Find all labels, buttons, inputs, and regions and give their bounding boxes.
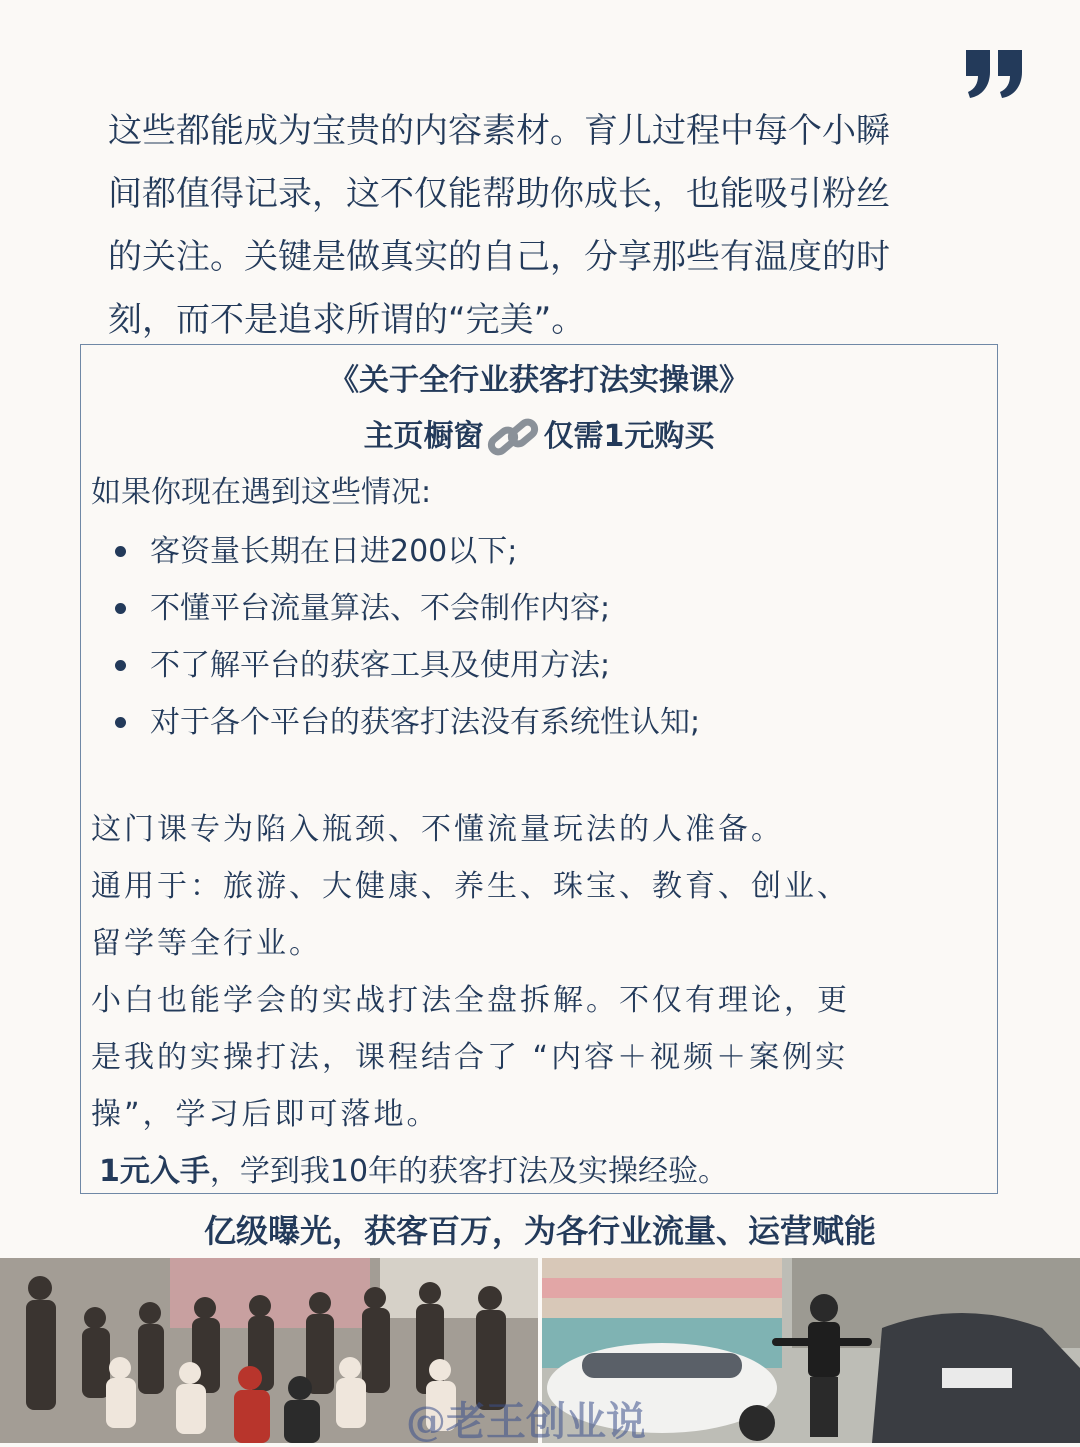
bullet-icon [115,717,126,728]
intro-paragraph [108,100,988,352]
quote-mark-icon [962,48,1026,100]
price-highlight: 1元入手 [99,1154,210,1189]
course-description [91,972,991,1143]
course-subtitle [81,411,997,464]
price-line [99,1143,728,1200]
list-item-text: 不了解平台的获客工具及使用方法; [150,647,611,683]
list-item [115,694,700,751]
watermark: @老王创业说 [406,1398,646,1445]
list-item-text: 客资量长期在日进200以下; [150,533,518,569]
text-line: 小白也能学会的实战打法全盘拆解。不仅有理论，更 [91,983,850,1018]
intro-line: 间都值得记录，这不仅能帮助你成长，也能吸引粉丝 [108,174,890,214]
subtitle-right: 仅需1元购买 [543,419,715,454]
intro-line: 的关注。关键是做真实的自己，分享那些有温度的时 [108,237,890,277]
link-icon [486,412,542,464]
list-item-text: 不懂平台流量算法、不会制作内容; [150,590,611,626]
bullet-icon [115,603,126,614]
lead-text: 如果你现在遇到这些情况: [91,475,432,510]
text-line: 是我的实操打法，课程结合了 “内容＋视频＋案例实 [91,1040,849,1075]
course-box [80,344,998,1194]
list-item [115,523,700,580]
course-purpose: 这门课专为陷入瓶颈、不懂流量玩法的人准备。 [91,812,784,847]
list-item-text: 对于各个平台的获客打法没有系统性认知; [150,704,701,740]
intro-line: 刻，而不是追求所谓的“完美”。 [108,300,586,340]
text-line: 操”，学习后即可落地。 [91,1097,440,1132]
list-item [115,580,700,637]
bullet-icon [115,660,126,671]
subtitle-left: 主页橱窗 [363,419,484,454]
course-applicability [91,858,991,972]
pain-point-list [115,523,700,751]
bullet-icon [115,546,126,557]
text-line: 通用于：旅游、大健康、养生、珠宝、教育、创业、 [91,869,850,904]
text-line: 留学等全行业。 [91,926,322,961]
price-detail: ，学到我10年的获客打法及实操经验。 [209,1154,729,1189]
intro-line: 这些都能成为宝贵的内容素材。育儿过程中每个小瞬 [108,111,890,151]
list-item [115,637,700,694]
tagline: 亿级曝光，获客百万，为各行业流量、运营赋能 [203,1212,876,1250]
course-title: 《关于全行业获客打法实操课》 [329,363,749,398]
